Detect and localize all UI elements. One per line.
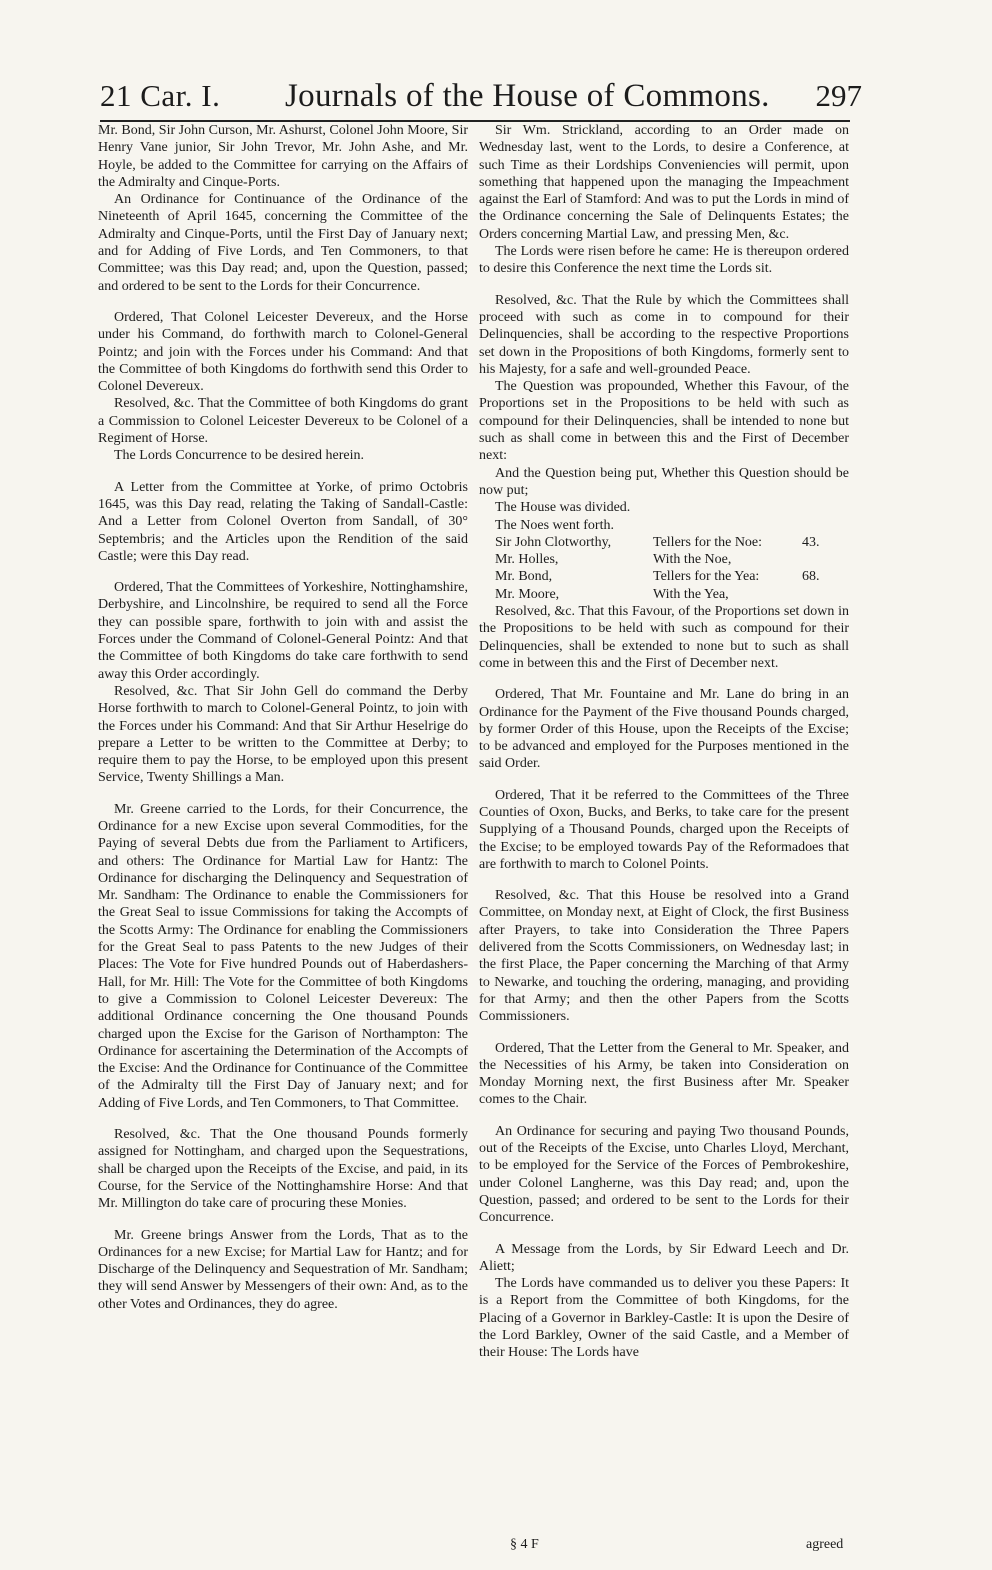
paragraph: Resolved, &c. That the Rule by which the Committees shall proceed with such as come in to compound for their Delinquencies, shall be according to the respective Proportions set down in the Propositions of both Kingdoms, formerly sent to his Majesty, for a safe and well-grounded Peace. <box>479 292 849 377</box>
paragraph: An Ordinance for securing and paying Two thousand Pounds, out of the Receipts of the Excise, unto Charles Lloyd, Merchant, to be employed for the Service of the Forces of Pembrokeshire, under Colonel Langherne, was this Day read; and, upon the Question, passed; and ordered to be sent to the Lords for their Concurrence. <box>479 1123 849 1226</box>
vote-count: 43. <box>802 534 820 550</box>
teller-role: With the Yea, <box>653 586 729 602</box>
vote-count: 68. <box>802 569 820 585</box>
paragraph: And the Question being put, Whether this Question should be now put; <box>479 465 849 498</box>
paragraph: Resolved, &c. That this Favour, of the Proportions set down in the Propositions to be held with such as compound for their Delinquencies, shall be extended to none but to such as shall come in between this and the First of December next. <box>479 604 849 671</box>
paragraph: The House was divided. <box>495 500 631 516</box>
catchword: agreed <box>806 1537 844 1552</box>
page-number: 297 <box>815 78 862 113</box>
left-column <box>98 122 468 1313</box>
paragraph: Ordered, That the Letter from the General to Mr. Speaker, and the Necessities of his Army, be taken into Consideration on Monday Morning next, the first Business after Mr. Speaker comes to the Chair. <box>479 1040 849 1108</box>
paragraph: Sir Wm. Strickland, according to an Order made on Wednesday last, went to the Lords, to desire a Conference, at such Time as their Lordships Conveniencies will permit, upon something that happened upon the managing the Impeachment against the Earl of Stamford: And was to put the Lords in mind of the Ordinance concerning the Sale of Delinquents Estates; the Orders concerning Martial Law, and pressing Men, &c. <box>479 123 849 242</box>
paragraph: A Message from the Lords, by Sir Edward Leech and Dr. Aliett; <box>479 1241 849 1274</box>
paragraph: Mr. Greene carried to the Lords, for their Concurrence, the Ordinance for a new Excise upon several Commodities, for the Paying of several Debts due from the Parliament to Artificers, and others: The Ordinance for Martial Law for Hantz: The Ordinance for discharging the Delinquency and Sequestration of Mr. Sandham: The Ordinance to enable the Commissioners for the Great Seal to issue Commissions for taking the Accompts of the Scotts Army: The Ordinance for enabling the Commissioners for the Great Seal to pass Patents to the new Judges of their Places: The Vote for Five hundred Pounds out of Haberdashers-Hall, for Mr. Hill: The Vote for the Committee of both Kingdoms to give a Commission to Colonel Leicester Devereux: The additional Ordinance concerning the One thousand Pounds charged upon the Excise for the Garison of Northampton: The Ordinance for ascertaining the Determination of the Accompts of the Excise: And the Ordinance for Continuance of the Committee of the Admiralty till the First Day of January next; and for Adding of Five Lords, and Ten Commoners, to That Committee. <box>98 801 468 1111</box>
teller-role: Tellers for the Yea: <box>653 569 760 585</box>
page-header <box>100 78 860 122</box>
teller-row <box>479 568 849 585</box>
teller-row <box>479 551 849 568</box>
teller-name: Mr. Moore, <box>495 586 560 602</box>
teller-role: Tellers for the Noe: <box>653 534 763 550</box>
journal-title: Journals of the House of Commons. <box>285 78 770 114</box>
teller-role: With the Noe, <box>653 552 732 568</box>
paragraph: Ordered, That Colonel Leicester Devereux, and the Horse under his Command, do forthwith march to Colonel-General Pointz; and join with the Forces under his Command: And that the Committee of both Kingdoms do forthwith send this Order to Colonel Devereux. <box>98 309 468 395</box>
teller-name: Sir John Clotworthy, <box>495 534 612 550</box>
paragraph: The Lords have commanded us to deliver you these Papers: It is a Report from the Committee of both Kingdoms, for the Placing of a Governor in Barkley-Castle: It is upon the Desire of the Lord Barkley, Owner of the said Castle, and a Member of their House: The Lords have <box>479 1276 849 1361</box>
paragraph: Ordered, That it be referred to the Committees of the Three Counties of Oxon, Bucks, and Berks, to take care for the present Supplying of a Thousand Pounds, charged upon the Receipts of the Excise; to be employed towards Pay of the Reformadoes that are forthwith to march to Colonel Points. <box>479 787 849 872</box>
paragraph: Resolved, &c. That the Committee of both Kingdoms do grant a Commission to Colonel Leicester Devereux to be Colonel of a Regiment of Horse. <box>98 396 468 447</box>
paragraph: Ordered, That Mr. Fountaine and Mr. Lane do bring in an Ordinance for the Payment of the Five thousand Pounds charged, by former Order of this House, upon the Receipts of the Excise; to be advanced and employed for the Purposes mentioned in the said Order. <box>479 687 849 772</box>
right-column <box>479 122 849 1362</box>
regnal-year: 21 Car. I. <box>100 78 221 113</box>
paragraph: The Question was propounded, Whether this Favour, of the Proportions set in the Propositions to be held with such as compound for their Delinquencies, shall be intended to none but such as shall come in between this and the First of December next: <box>479 379 849 464</box>
paragraph: The Lords Concurrence to be desired herein. <box>114 448 364 464</box>
paragraph: Resolved, &c. That the One thousand Pounds formerly assigned for Nottingham, and charged upon the Sequestrations, shall be charged upon the Receipts of the Excise, and paid, in its Course, for the Service of the Nottinghamshire Horse: And that Mr. Millington do take care of procuring these Monies. <box>98 1127 468 1212</box>
teller-name: Mr. Holles, <box>495 552 559 568</box>
paragraph: The Noes went forth. <box>495 517 614 533</box>
teller-row <box>479 534 849 551</box>
paragraph: Ordered, That the Committees of Yorkeshire, Nottinghamshire, Derbyshire, and Lincolnshire, be required to send all the Force they can possible spare, forthwith to join with and assist the Forces under the Command of Colonel-General Pointz: And that the Committee of both Kingdoms do take care forthwith to send away this Order accordingly. <box>98 580 468 682</box>
paragraph: A Letter from the Committee at Yorke, of primo Octobris 1645, was this Day read, relating the Taking of Sandall-Castle: And a Letter from Colonel Overton from Sandall, of 30° Septembris; and the Articles upon the Rendition of the said Castle; were this Day read. <box>98 479 468 564</box>
paragraph: Mr. Bond, Sir John Curson, Mr. Ashurst, Colonel John Moore, Sir Henry Vane junior, Sir John Trevor, Mr. John Ashe, and Mr. Hoyle, be added to the Committee for carrying on the Affairs of the Admiralty and Cinque-Ports. <box>98 123 468 190</box>
division-tellers <box>479 534 849 603</box>
paragraph: Resolved, &c. That this House be resolved into a Grand Committee, on Monday next, at Eight of Clock, the first Business after Prayers, to take into Consideration the Three Papers delivered from the Scotts Commissioners, on Wednesday last; in the first Place, the Paper concerning the Marching of that Army to Newarke, and touching the ordering, managing, and providing for that Army; and then the other Papers from the Scotts Commissioners. <box>479 888 849 1025</box>
paragraph: An Ordinance for Continuance of the Ordinance of the Nineteenth of April 1645, concerning the Committee of the Admiralty and Cinque-Ports, until the First Day of January next; and for Adding of Five Lords, and Ten Commoners, to that Committee; was this Day read; and, upon the Question, passed; and ordered to be sent to the Lords for their Concurrence. <box>98 192 468 294</box>
paragraph: Mr. Greene brings Answer from the Lords, That as to the Ordinances for a new Excise; for Martial Law for Hantz; and for Discharge of the Delinquency and Sequestration of Mr. Sandham; they will send Answer by Messengers of their own: And, as to the other Votes and Ordinances, they do agree. <box>98 1227 468 1312</box>
teller-row <box>479 586 849 603</box>
paragraph: The Lords were risen before he came: He is thereupon ordered to desire this Conference the next time the Lords sit. <box>479 244 849 277</box>
signature-mark: § 4 F <box>510 1537 539 1552</box>
teller-name: Mr. Bond, <box>495 569 553 585</box>
paragraph: Resolved, &c. That Sir John Gell do command the Derby Horse forthwith to march to Colonel-General Pointz, to join with the Forces under his Command: And that Sir Arthur Heselrige do prepare a Letter to be written to the Committee at Derby; to require them to pay the Horse, to be employed upon this present Service, Twenty Shillings a Man. <box>98 683 468 786</box>
